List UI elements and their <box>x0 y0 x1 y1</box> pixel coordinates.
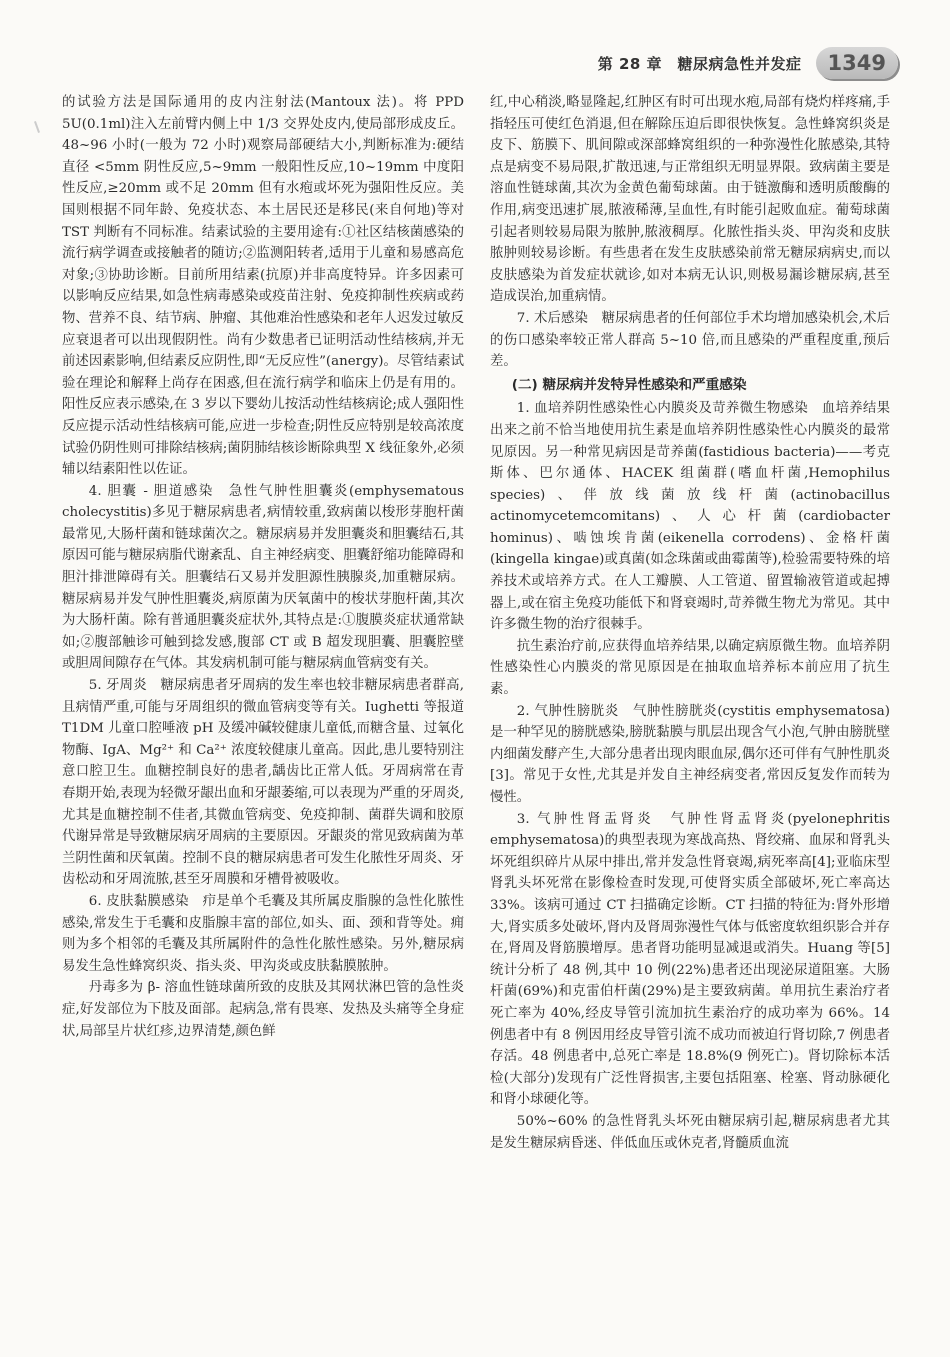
paragraph: 3. 气肿性肾盂肾炎 气肿性肾盂肾炎(pyelonephritis emphysematosa)的典型表现为寒战高热、肾绞痛、血尿和肾乳头坏死组织碎片从尿中排出,常并发急性肾衰竭,病死率高[4];亚临床型肾乳头坏死常在影像检查时发现,可使肾实质全部破坏,死亡率高达 33%。该病可通过 CT 扫描确定诊断。CT 扫描的特征为:肾外形增大,肾实质多处破坏,肾内及肾周弥漫性气体与低密度软组织影合并存在,肾周及肾筋膜增厚。患者肾功能明显减退或消失。Huang 等[5]统计分析了 48 例,其中 10 例(22%)患者还出现泌尿道阻塞。大肠杆菌(69%)和克雷伯杆菌(29%)是主要致病菌。单用抗生素治疗者死亡率为 40%,经皮导管引流加抗生素治疗的成功率为 66%。14 例患者中有 8 例因用经皮导管引流不成功而被迫行肾切除,7 例患者存活。48 例患者中,总死亡率是 18.8%(9 例死亡)。肾切除标本活检(大部分)发现有广泛性肾损害,主要包括阻塞、栓塞、肾动脉硬化和肾小球硬化等。 <box>490 811 890 1108</box>
section-heading: (二) 糖尿病并发特异性感染和严重感染 <box>511 376 747 393</box>
margin-mark <box>34 121 40 133</box>
paragraph: 6. 皮肤黏膜感染 疖是单个毛囊及其所属皮脂腺的急性化脓性感染,常发生于毛囊和皮脂腺丰富的部位,如头、面、颈和背等处。痈则为多个相邻的毛囊及其所属附件的急性化脓性感染。另外,糖尿病易发生急性蜂窝织炎、指头炎、甲沟炎或皮肤黏膜脓肿。 <box>62 893 464 974</box>
paragraph: 红,中心稍淡,略显隆起,红肿区有时可出现水疱,局部有烧灼样疼痛,手指轻压可使红色消退,但在解除压迫后即很快恢复。急性蜂窝织炎是皮下、筋膜下、肌间隙或深部蜂窝组织的一种弥漫性化脓感染,其特点是病变不易局限,扩散迅速,与正常组织无明显界限。致病菌主要是溶血性链球菌,其次为金黄色葡萄球菌。由于链激酶和透明质酸酶的作用,病变迅速扩展,脓液稀薄,呈血性,有时能引起败血症。葡萄球菌引起者则较易局限为脓肿,脓液稠厚。化脓性指头炎、甲沟炎和皮肤脓肿则较易诊断。有些患者在发生皮肤感染前常无糖尿病病史,而以皮肤感染为首发症状就诊,如对本病无认识,则极易漏诊糖尿病,甚至造成误治,加重病情。 <box>490 95 890 305</box>
chapter-title: 第 28 章 糖尿病急性并发症 <box>597 54 802 73</box>
left-column <box>62 92 464 1042</box>
paragraph: 5. 牙周炎 糖尿病患者牙周病的发生率也较非糖尿病患者群高,且病情严重,可能与牙周组织的微血管病变等有关。Iughetti 等报道 T1DM 儿童口腔唾液 pH 及缓冲碱较健康儿童低,而糖含量、过氧化物酶、IgA、Mg²⁺ 和 Ca²⁺ 浓度较健康儿童高。因此,患儿要特别注意口腔卫生。血糖控制良好的患者,龋齿比正常人低。牙周病常在青春期开始,表现为轻微牙龈出血和牙龈萎缩,可以表现为严重的牙周炎,尤其是血糖控制不佳者,其微血管病变、免疫抑制、菌群失调和胶原代谢异常是导致糖尿病牙周病的主要原因。牙龈炎的常见致病菌为革兰阴性菌和厌氧菌。控制不良的糖尿病患者可发生化脓性牙周炎、牙齿松动和牙周流脓,甚至牙周膜和牙槽骨被吸收。 <box>62 678 464 888</box>
paragraph: 2. 气肿性膀胱炎 气肿性膀胱炎(cystitis emphysematosa)是一种罕见的膀胱感染,膀胱黏膜与肌层出现含气小泡,气肿由膀胱壁内细菌发酵产生,大部分患者出现肉眼血尿,偶尔还可伴有气肿性肌炎[3]。常见于女性,尤其是并发自主神经病变者,常因反复发作而转为慢性。 <box>490 703 890 805</box>
paragraph: 1. 血培养阴性感染性心内膜炎及苛养微生物感染 血培养结果出来之前不恰当地使用抗生素是血培养阴性感染性心内膜炎的最常见原因。另一种常见病因是苛养菌(fastidious bacteria)——考克斯体、巴尔通体、HACEK 组菌群(嗜血杆菌,Hemophilus species)、伴放线菌放线杆菌(actinobacillus actinomycetemcomitans)、人心杆菌(cardiobacter hominus)、啮蚀埃肯菌(eikenella corrodens)、金格杆菌(kingella kingae)或真菌(如念珠菌或曲霉菌等),检验需要特殊的培养技术或培养方式。在人工瓣膜、人工管道、留置输液管道或起搏器上,或在宿主免疫功能低下和肾衰竭时,苛养微生物尤为常见。其中许多微生物的治疗很棘手。 <box>490 401 890 633</box>
paragraph: 抗生素治疗前,应获得血培养结果,以确定病原微生物。血培养阴性感染性心内膜炎的常见原因是在抽取血培养标本前应用了抗生素。 <box>490 638 890 698</box>
right-column <box>490 92 890 1154</box>
paragraph: 的试验方法是国际通用的皮内注射法(Mantoux 法)。将 PPD 5U(0.1ml)注入左前臂内侧上中 1/3 交界处皮内,使局部形成皮丘。48~96 小时(一般为 72 小时)观察局部硬结大小,判断标准为:硬结直径 <5mm 阴性反应,5~9mm 一般阳性反应,10~19mm 中度阳性反应,≥20mm 或不足 20mm 但有水疱或坏死为强阳性反应。美国则根据不同年龄、免疫状态、本土居民还是移民(来自何地)等对 TST 判断有不同标准。结素试验的主要用途有:①社区结核菌感染的流行病学调查或接触者的随访;②监测阳转者,适用于儿童和易感高危对象;③协助诊断。目前所用结素(抗原)并非高度特异。许多因素可以影响反应结果,如急性病毒感染或疫苗注射、免疫抑制性疾病或药物、营养不良、结节病、肿瘤、其他难治性感染和老年人迟发过敏反应衰退者可以出现假阴性。尚有少数患者已证明活动性结核病,并无前述因素影响,但结素反应阴性,即“无反应性”(anergy)。尽管结素试验在理论和解释上尚存在困惑,但在流行病学和临床上仍是有用的。阳性反应表示感染,在 3 岁以下婴幼儿按活动性结核病论;成人强阳性反应提示活动性结核病可能,应进一步检查;阴性反应特别是较高浓度试验仍阴性则可排除结核病;菌阴肺结核诊断除典型 X 线征象外,必须辅以结素阳性以佐证。 <box>62 95 464 478</box>
page-number-badge: 1349 <box>816 47 898 79</box>
running-header <box>598 46 898 80</box>
paragraph: 丹毒多为 β- 溶血性链球菌所致的皮肤及其网状淋巴管的急性炎症,好发部位为下肢及面部。起病急,常有畏寒、发热及头痛等全身症状,局部呈片状红疹,边界清楚,颜色鲜 <box>62 980 464 1039</box>
paragraph: 50%~60% 的急性肾乳头坏死由糖尿病引起,糖尿病患者尤其是发生糖尿病昏迷、伴低血压或休克者,肾髓质血流 <box>490 1113 890 1151</box>
paragraph: 4. 胆囊 - 胆道感染 急性气肿性胆囊炎(emphysematous cholecystitis)多见于糖尿病患者,病情较重,致病菌以梭形芽胞杆菌最常见,大肠杆菌和链球菌次之。糖尿病易并发胆囊炎和胆囊结石,其原因可能与糖尿病脂代谢紊乱、自主神经病变、胆囊舒缩功能障碍和胆汁排泄障碍有关。胆囊结石又易并发胆源性胰腺炎,加重糖尿病。糖尿病易并发气肿性胆囊炎,病原菌为厌氧菌中的梭状芽胞杆菌,其次为大肠杆菌。除有普通胆囊炎症状外,其特点是:①腹膜炎症状通常缺如;②腹部触诊可触到捻发感,腹部 CT 或 B 超发现胆囊、胆囊腔壁或胆周间隙存在气体。其发病机制可能与糖尿病血管病变有关。 <box>62 483 464 672</box>
paragraph: 7. 术后感染 糖尿病患者的任何部位手术均增加感染机会,术后的伤口感染率较正常人群高 5~10 倍,而且感染的严重程度重,预后差。 <box>490 310 890 370</box>
